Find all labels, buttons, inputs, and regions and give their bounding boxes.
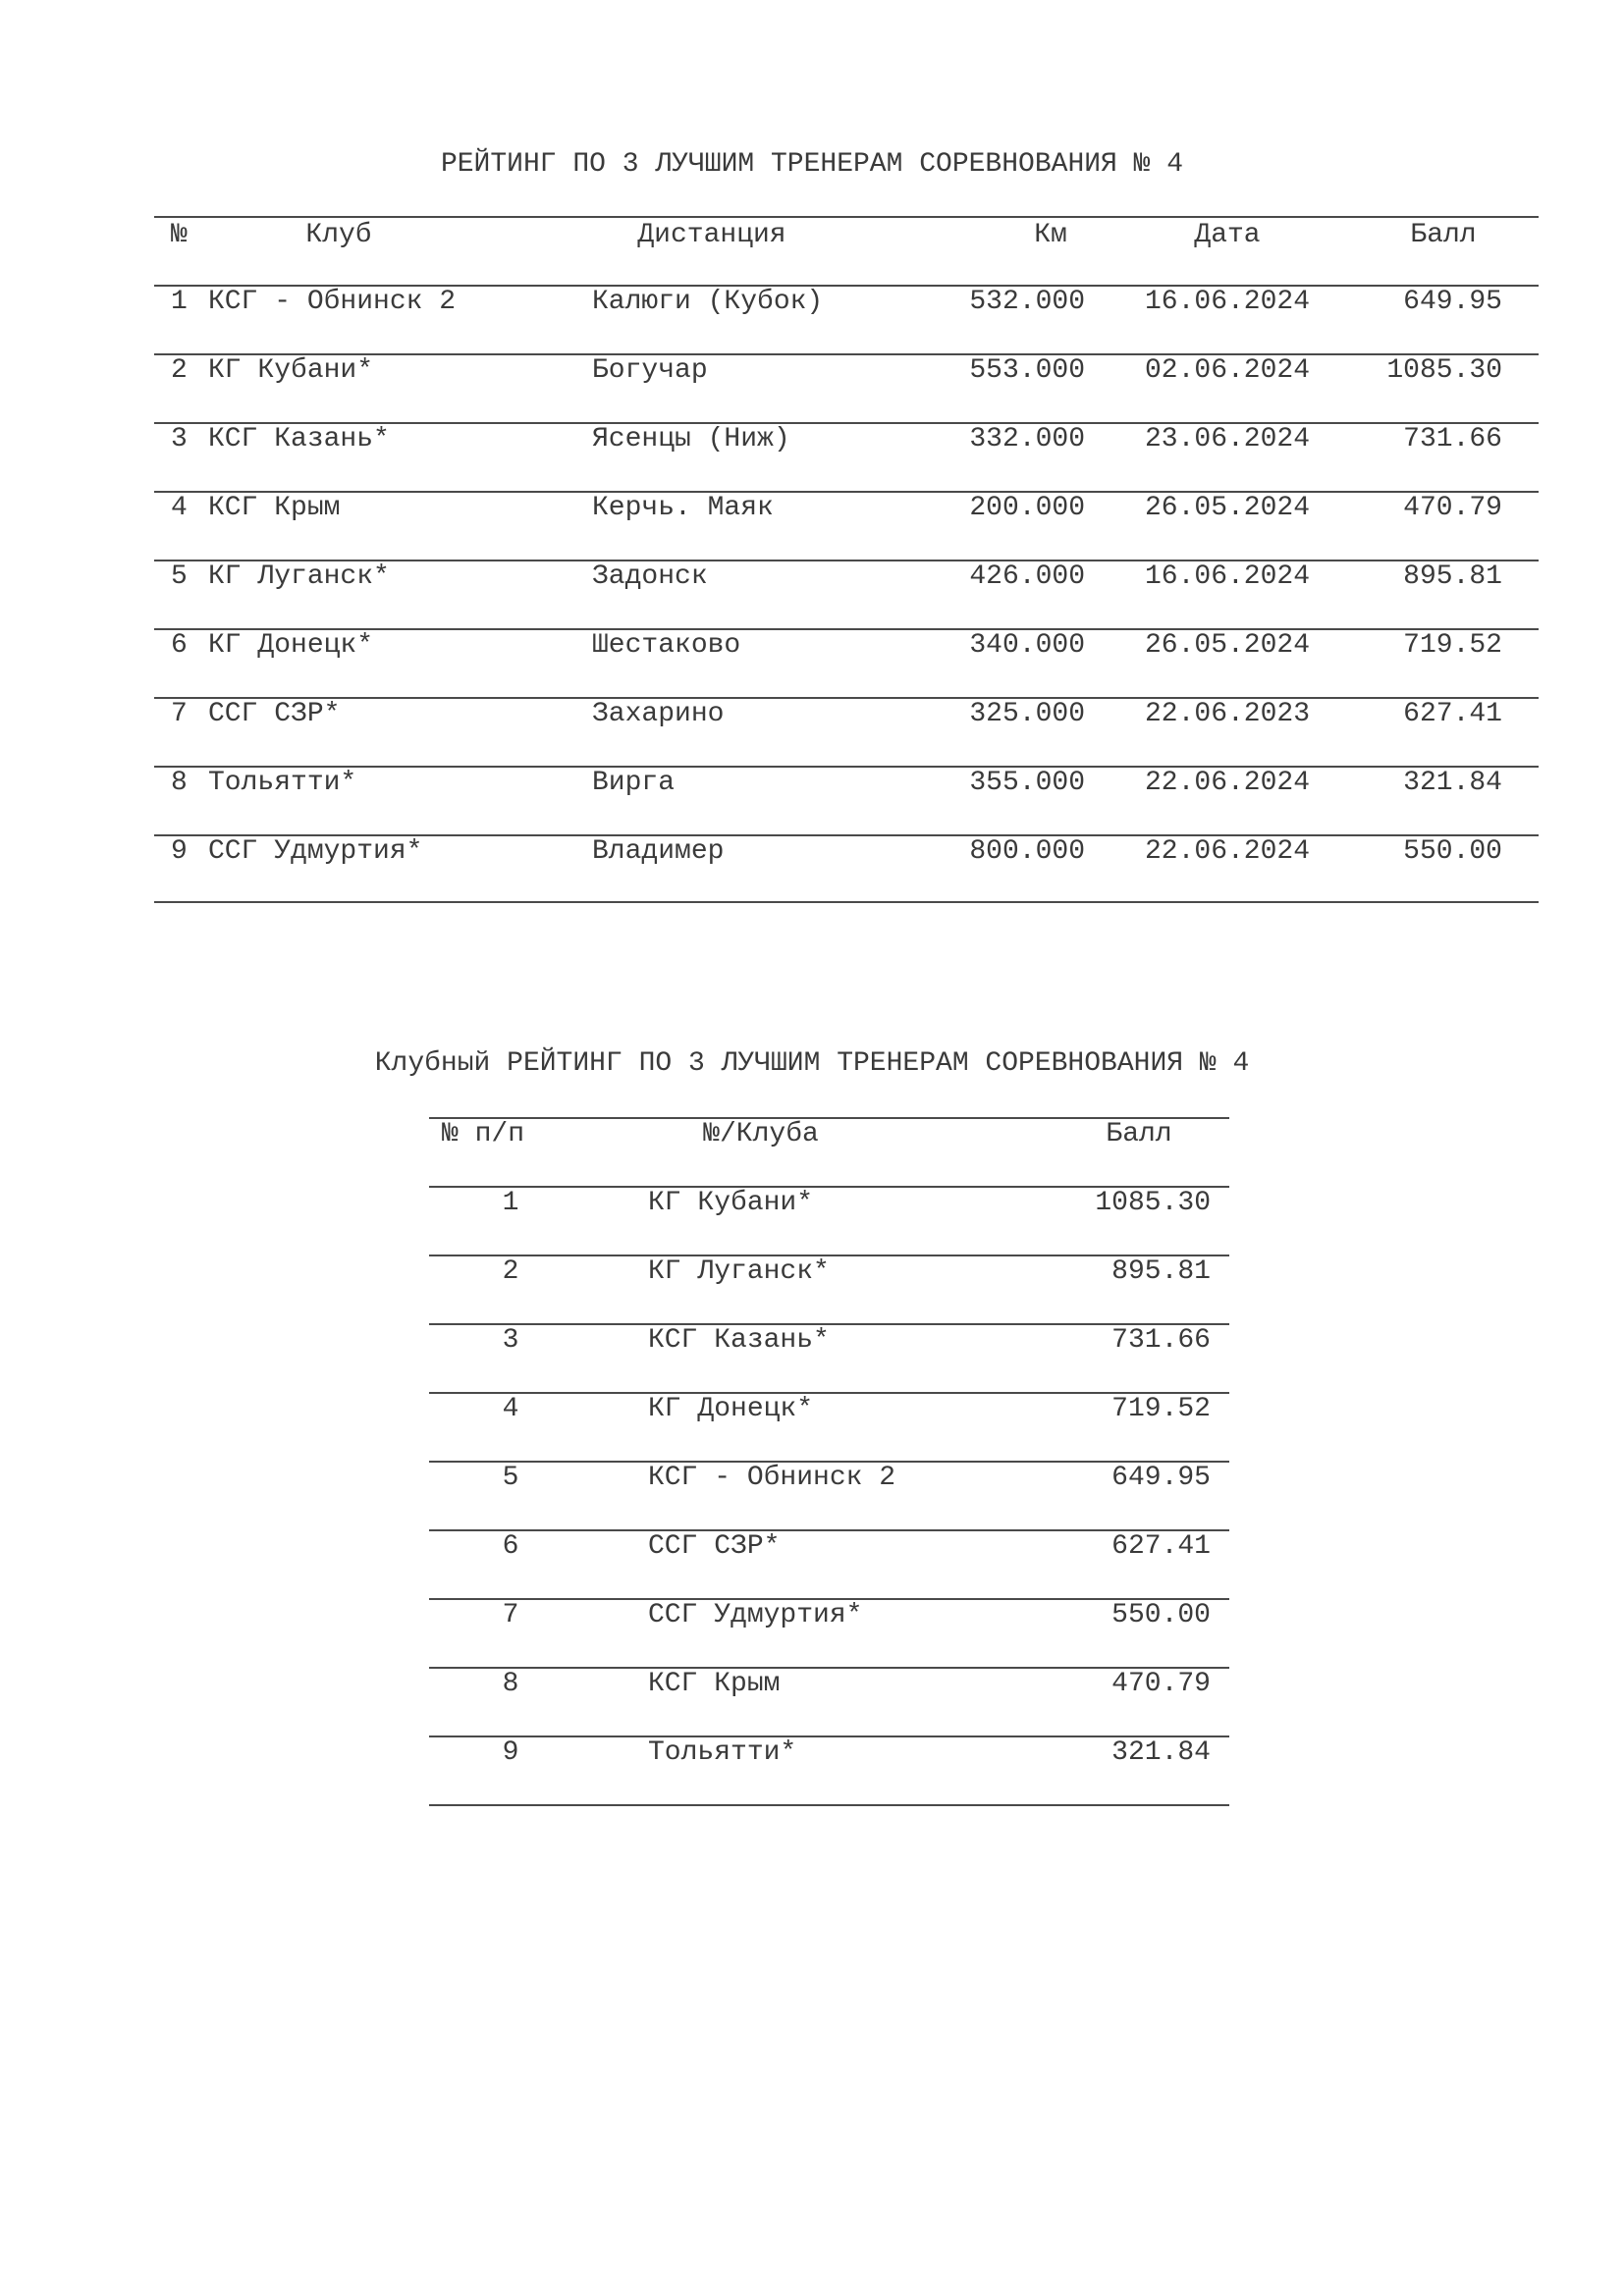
table-row-km: 426.000 bbox=[969, 561, 1085, 592]
table-row-date: 22.06.2023 bbox=[1144, 699, 1311, 729]
table-row-date: 16.06.2024 bbox=[1144, 561, 1311, 592]
table-row-distance: Керчь. Маяк bbox=[592, 493, 774, 523]
table-row-score: 719.52 bbox=[1403, 630, 1502, 661]
table-row-num: 5 bbox=[502, 1463, 519, 1493]
table-row-distance: Ясенцы (Ниж) bbox=[592, 424, 790, 454]
table-row-num: 6 bbox=[502, 1531, 519, 1562]
table-rule bbox=[429, 1804, 1229, 1806]
table-row-club: КСГ - Обнинск 2 bbox=[648, 1463, 896, 1493]
table-row-km: 532.000 bbox=[969, 287, 1085, 317]
table-row-score: 627.41 bbox=[1403, 699, 1502, 729]
column-header-score: Балл bbox=[1410, 220, 1477, 250]
table-row-num: 9 bbox=[502, 1737, 519, 1768]
table-row-club: КГ Кубани* bbox=[208, 355, 374, 386]
table-row-num: 1 bbox=[171, 287, 188, 317]
table-row-score: 1085.30 bbox=[1386, 355, 1502, 386]
table-row-km: 800.000 bbox=[969, 836, 1085, 867]
column-header-distance: Дистанция bbox=[637, 220, 786, 250]
table-row-num: 8 bbox=[171, 768, 188, 798]
table-row-club: КГ Донецк* bbox=[208, 630, 374, 661]
table-row-club: КСГ Крым bbox=[208, 493, 341, 523]
table-rule bbox=[154, 216, 1539, 218]
column-header-club: №/Клуба bbox=[703, 1119, 819, 1149]
table-row-distance: Шестаково bbox=[592, 630, 741, 661]
table-row-distance: Богучар bbox=[592, 355, 708, 386]
table-row-distance: Вирга bbox=[592, 768, 676, 798]
table-row-score: 731.66 bbox=[1403, 424, 1502, 454]
table-row-date: 22.06.2024 bbox=[1144, 836, 1311, 867]
table-row-club: КГ Луганск* bbox=[208, 561, 390, 592]
table-row-num: 2 bbox=[502, 1256, 519, 1287]
table-row-num: 4 bbox=[502, 1394, 519, 1424]
table-row-club: КСГ Казань* bbox=[208, 424, 390, 454]
table-row-club: КГ Донецк* bbox=[648, 1394, 814, 1424]
table-row-score: 550.00 bbox=[1111, 1600, 1211, 1630]
table-row-date: 22.06.2024 bbox=[1144, 768, 1311, 798]
table-row-date: 02.06.2024 bbox=[1144, 355, 1311, 386]
table-row-score: 470.79 bbox=[1111, 1669, 1211, 1699]
table-row-club: КГ Луганск* bbox=[648, 1256, 830, 1287]
table-row-num: 6 bbox=[171, 630, 188, 661]
table-row-km: 355.000 bbox=[969, 768, 1085, 798]
table-row-date: 26.05.2024 bbox=[1144, 493, 1311, 523]
table-row-num: 1 bbox=[502, 1188, 519, 1218]
table-row-km: 340.000 bbox=[969, 630, 1085, 661]
table-row-num: 8 bbox=[502, 1669, 519, 1699]
table-row-score: 649.95 bbox=[1403, 287, 1502, 317]
table-row-score: 627.41 bbox=[1111, 1531, 1211, 1562]
table-row-km: 332.000 bbox=[969, 424, 1085, 454]
table-row-num: 9 bbox=[171, 836, 188, 867]
table-row-club: ССГ СЗР* bbox=[648, 1531, 781, 1562]
table-row-score: 550.00 bbox=[1403, 836, 1502, 867]
table-row-num: 4 bbox=[171, 493, 188, 523]
table-row-club: Тольятти* bbox=[648, 1737, 797, 1768]
table-row-score: 321.84 bbox=[1403, 768, 1502, 798]
column-header-num: № bbox=[171, 220, 188, 250]
table-row-num: 7 bbox=[502, 1600, 519, 1630]
table-row-num: 3 bbox=[502, 1325, 519, 1356]
table-row-score: 731.66 bbox=[1111, 1325, 1211, 1356]
column-header-club: Клуб bbox=[305, 220, 372, 250]
table-row-score: 649.95 bbox=[1111, 1463, 1211, 1493]
table-row-date: 23.06.2024 bbox=[1144, 424, 1311, 454]
table-row-num: 5 bbox=[171, 561, 188, 592]
table-row-num: 3 bbox=[171, 424, 188, 454]
column-header-km: Км bbox=[1034, 220, 1067, 250]
table-row-club: Тольятти* bbox=[208, 768, 357, 798]
column-header-score: Балл bbox=[1106, 1119, 1172, 1149]
table-row-distance: Владимер bbox=[592, 836, 725, 867]
rating-title: РЕЙТИНГ ПО 3 ЛУЧШИМ ТРЕНЕРАМ СОРЕВНОВАНИЯ № 4 bbox=[440, 149, 1184, 180]
table-row-club: ССГ СЗР* bbox=[208, 699, 341, 729]
column-header-num: № п/п bbox=[442, 1119, 525, 1149]
table-row-km: 553.000 bbox=[969, 355, 1085, 386]
table-row-club: КСГ - Обнинск 2 bbox=[208, 287, 457, 317]
table-row-club: ССГ Удмуртия* bbox=[648, 1600, 863, 1630]
table-row-score: 470.79 bbox=[1403, 493, 1502, 523]
table-row-club: КГ Кубани* bbox=[648, 1188, 814, 1218]
table-row-num: 7 bbox=[171, 699, 188, 729]
table-row-score: 895.81 bbox=[1403, 561, 1502, 592]
table-row-distance: Захарино bbox=[592, 699, 725, 729]
table-row-km: 325.000 bbox=[969, 699, 1085, 729]
table-row-score: 895.81 bbox=[1111, 1256, 1211, 1287]
table-row-club: КСГ Казань* bbox=[648, 1325, 830, 1356]
table-row-distance: Калюги (Кубок) bbox=[592, 287, 824, 317]
table-row-score: 321.84 bbox=[1111, 1737, 1211, 1768]
table-row-date: 26.05.2024 bbox=[1144, 630, 1311, 661]
club-rating-title: Клубный РЕЙТИНГ ПО 3 ЛУЧШИМ ТРЕНЕРАМ СОРЕВНОВАНИЯ № 4 bbox=[374, 1048, 1250, 1079]
table-row-distance: Задонск bbox=[592, 561, 708, 592]
table-row-km: 200.000 bbox=[969, 493, 1085, 523]
table-rule bbox=[154, 901, 1539, 903]
table-row-num: 2 bbox=[171, 355, 188, 386]
column-header-date: Дата bbox=[1194, 220, 1261, 250]
table-row-score: 1085.30 bbox=[1095, 1188, 1211, 1218]
table-row-club: КСГ Крым bbox=[648, 1669, 781, 1699]
table-row-score: 719.52 bbox=[1111, 1394, 1211, 1424]
table-row-date: 16.06.2024 bbox=[1144, 287, 1311, 317]
table-row-club: ССГ Удмуртия* bbox=[208, 836, 423, 867]
